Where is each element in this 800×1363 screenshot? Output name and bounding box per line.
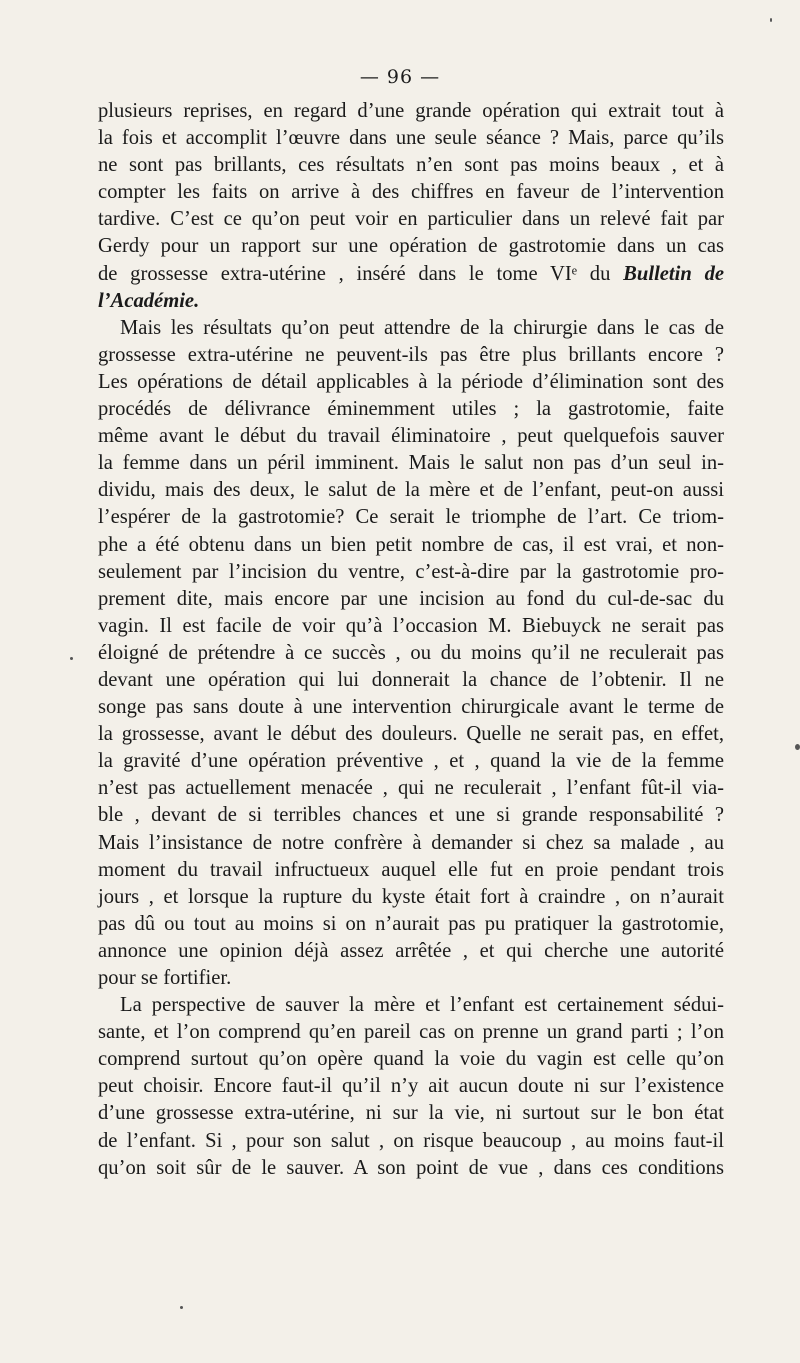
line-text: vagin. Il est facile de voir qu’à l’occasion M. Biebuyck ne serait pas	[98, 614, 724, 637]
text-line	[98, 450, 724, 477]
text-line	[98, 504, 724, 531]
line-text: la gravité d’une opération préventive , et , quand la vie de la femme	[98, 750, 724, 773]
line-text: l’espérer de la gastrotomie? Ce serait le triomphe de l’art. Ce triom-	[98, 506, 724, 529]
line-text: pour se fortifier.	[98, 967, 232, 989]
line-text: même avant le début du travail éliminatoire , peut quelquefois sauver	[98, 425, 724, 448]
line-text: de grossesse extra-utérine , inséré dans le tome VIᵉ du	[98, 262, 611, 285]
line-text: seulement par l’incision du ventre, c’est-à-dire par la gastrotomie pro-	[98, 560, 724, 583]
text-line	[98, 640, 724, 667]
line-text: tardive. C’est ce qu’on peut voir en particulier dans un relevé fait par	[98, 208, 724, 231]
text-line	[98, 206, 724, 233]
text-line	[98, 125, 724, 152]
print-speck	[795, 744, 800, 750]
print-speck	[180, 1306, 183, 1309]
text-line	[98, 1019, 724, 1046]
line-text: prement dite, mais encore par une incision au fond du cul-de-sac du	[98, 587, 724, 610]
line-text: sante, et l’on comprend qu’en pareil cas on prenne un grand parti ; l’on	[98, 1021, 724, 1044]
text-line	[98, 992, 724, 1019]
text-line	[98, 911, 724, 938]
text-line	[98, 748, 724, 775]
text-line	[98, 396, 724, 423]
text-line	[98, 1100, 724, 1127]
text-line	[98, 721, 724, 748]
line-text: La perspective de sauver la mère et l’enfant est certainement sédui-	[120, 994, 724, 1017]
text-line	[98, 884, 724, 911]
line-text: de l’enfant. Si , pour son salut , on risque beaucoup , au moins faut-il	[98, 1129, 724, 1152]
text-line	[98, 775, 724, 802]
line-text: pas dû ou tout au moins si on n’aurait pas pu pratiquer la gastrotomie,	[98, 912, 724, 935]
line-text: éloigné de prétendre à ce succès , ou du moins qu’il ne reculerait pas	[98, 641, 724, 664]
line-text: dividu, mais des deux, le salut de la mère et de l’enfant, peut-on aussi	[98, 479, 724, 502]
line-text: comprend surtout qu’on opère quand la voie du vagin est celle qu’on	[98, 1048, 724, 1071]
line-text: la grossesse, avant le début des douleurs. Quelle ne serait pas, en effet,	[98, 723, 724, 746]
line-text: ne sont pas brillants, ces résultats n’en sont pas moins beaux , et à	[98, 154, 724, 177]
text-line	[98, 369, 724, 396]
body-text	[98, 98, 724, 1182]
text-line	[98, 423, 724, 450]
text-line	[98, 586, 724, 613]
line-text: phe a été obtenu dans un bien petit nombre de cas, il est vrai, et non-	[98, 533, 724, 556]
line-text: ble , devant de si terribles chances et une si grande responsabilité ?	[98, 804, 724, 827]
line-text: Les opérations de détail applicables à la période d’élimination sont des	[98, 370, 724, 393]
text-line	[98, 613, 724, 640]
text-line	[98, 1128, 724, 1155]
line-text: qu’on soit sûr de le sauver. A son point de vue , dans ces conditions	[98, 1156, 724, 1179]
text-line	[98, 261, 724, 288]
line-text: jours , et lorsque la rupture du kyste était fort à craindre , on n’aurait	[98, 885, 724, 908]
line-text: d’une grossesse extra-utérine, ni sur la vie, ni surtout sur le bon état	[98, 1102, 724, 1125]
text-line	[98, 965, 724, 992]
text-line	[98, 179, 724, 206]
text-line	[98, 559, 724, 586]
line-text: procédés de délivrance éminemment utiles ; la gastrotomie, faite	[98, 398, 724, 421]
text-line	[98, 802, 724, 829]
text-line	[98, 830, 724, 857]
line-text: devant une opération qui lui donnerait la chance de l’obtenir. Il ne	[98, 668, 724, 691]
text-line	[98, 938, 724, 965]
text-line	[98, 233, 724, 260]
text-line	[98, 152, 724, 179]
text-line	[98, 315, 724, 342]
text-line	[98, 477, 724, 504]
text-line	[98, 857, 724, 884]
line-text: Mais l’insistance de notre confrère à demander si chez sa malade , au	[98, 831, 724, 854]
italic-reference: l’Académie.	[98, 289, 200, 312]
line-text: la fois et accomplit l’œuvre dans une seule séance ? Mais, parce qu’ils	[98, 127, 724, 150]
print-speck	[770, 18, 772, 22]
line-text: n’est pas actuellement menacée , qui ne reculerait , l’enfant fût-il via-	[98, 777, 724, 800]
text-line	[98, 1155, 724, 1182]
print-speck	[70, 657, 73, 660]
line-text: Gerdy pour un rapport sur une opération de gastrotomie dans un cas	[98, 235, 724, 258]
line-text: la femme dans un péril imminent. Mais le salut non pas d’un seul in-	[98, 452, 724, 475]
page-number: — 96 —	[359, 66, 441, 88]
line-text: grossesse extra-utérine ne peuvent-ils pas être plus brillants encore ?	[98, 343, 724, 366]
line-text: compter les faits on arrive à des chiffres en faveur de l’intervention	[98, 181, 724, 204]
text-line	[98, 1073, 724, 1100]
text-line	[98, 1046, 724, 1073]
text-line	[98, 342, 724, 369]
line-text: peut choisir. Encore faut-il qu’il n’y ait aucun doute ni sur l’existence	[98, 1075, 724, 1098]
line-text: plusieurs reprises, en regard d’une grande opération qui extrait tout à	[98, 100, 724, 122]
text-line	[98, 694, 724, 721]
text-line	[98, 98, 724, 125]
line-text: Mais les résultats qu’on peut attendre de la chirurgie dans le cas de	[120, 316, 724, 339]
text-line	[98, 532, 724, 559]
italic-reference: Bulletin de	[623, 262, 725, 285]
line-text: annonce une opinion déjà assez arrêtée , et qui cherche une autorité	[98, 939, 724, 962]
text-line	[98, 288, 724, 315]
text-line	[98, 667, 724, 694]
line-text: moment du travail infructueux auquel elle fut en proie pendant trois	[98, 858, 724, 881]
line-text: songe pas sans doute à une intervention chirurgicale avant le terme de	[98, 696, 724, 719]
